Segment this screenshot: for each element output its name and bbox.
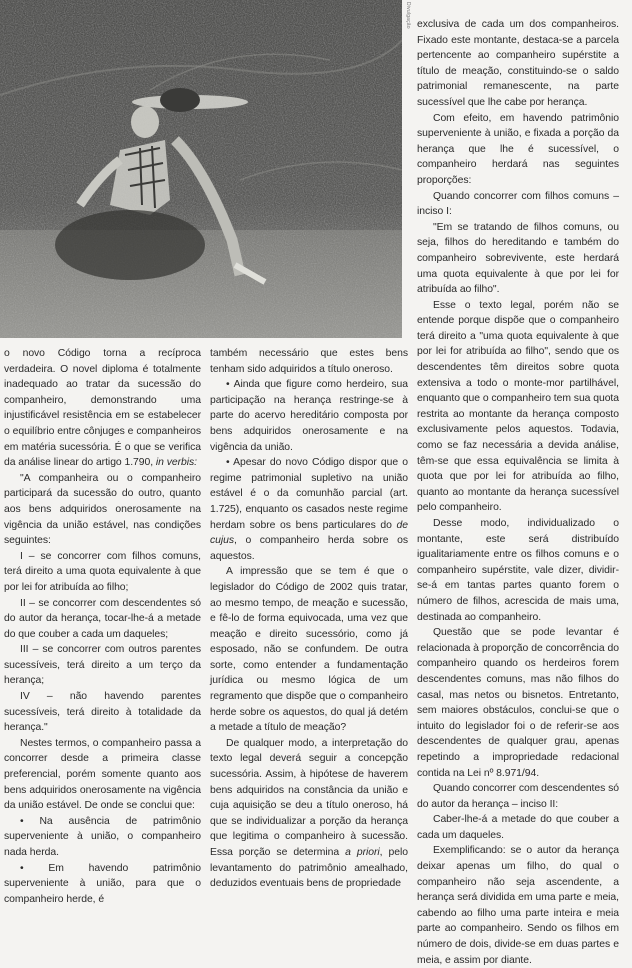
bullet-item [210, 455, 408, 564]
text-column-2 [210, 346, 408, 892]
quote-paragraph: "A companheira ou o companheiro participará da sucessão do outro, quanto aos bens adquiridos onerosamente na vigência da união estável, nas condições seguintes: [4, 472, 201, 547]
paragraph: exclusiva de cada um dos companheiros. Fixado este montante, destaca-se a parcela pertencente ao companheiro supérstite a título de meação, constituindo-se o saldo patrimonial remanescente, na parte sucessível que lhe cabe por herança. [417, 19, 619, 108]
paragraph: Caber-lhe-á a metade do que couber a cada um daqueles. [417, 814, 619, 841]
paragraph: Esse o texto legal, porém não se entende porque dispõe que o companheiro terá direito a "uma quota equivalente à que por lei for atribuída ao filho", sendo que os descendentes têm direitos sobre quota extensiva a todo o monte-mor partilhável, enquanto que o companheiro tem sua quota restrita ao montante da herança composto exclusivamente pelos aquestos. Todavia, como se faz necessária a devida análise, têm-se que essa equivalência se limita à quota que por lei for atribuída ao filho, quanto ao montante da herança sucessível pelo companheiro. [417, 299, 619, 514]
photo-credit: Divulgação [405, 2, 411, 29]
paragraph: também necessário que estes bens tenham sido adquiridos a título oneroso. [210, 348, 408, 375]
paragraph: A impressão que se tem é que o legislador do Código de 2002 quis tratar, ao mesmo tempo, de meação e sucessão, e fê-lo de forma equivocada, uma vez que meação e direito sucessório, como já esposado, não se confundem. De outra sorte, como entender a fundamentação jurídica ou mesmo lógica de um regramento que dispõe que o companheiro herde sobre os aquestos, do qual já detém a metade a título de meação? [210, 566, 408, 734]
list-item-inciso-4: IV – não havendo parentes sucessíveis, terá direito à totalidade da herança." [4, 691, 201, 734]
list-item-inciso-2: II – se concorrer com descendentes só do autor da herança, tocar-lhe-á a metade do que couber a cada um daqueles; [4, 597, 201, 640]
quote-paragraph: "Em se tratando de filhos comuns, ou seja, filhos do hereditando e também do companheiro sobrevivente, este herdará uma quota equivalente à que por lei for atribuída ao filho". [417, 221, 619, 296]
subheading-inciso-2: Quando concorrer com descendentes só do autor da herança – inciso II: [417, 783, 619, 810]
paragraph-text: De qualquer modo, a interpretação do texto legal deverá seguir a concepção sucessória. Assim, à hipótese de haverem bens adquiridos na constância da união e cuja aquisição se deu a título oneroso, há que se individualizar a porção da herança que legitima o companheiro à sucessão. Essa porção se determina [210, 737, 408, 858]
paragraph: Com efeito, em havendo patrimônio superveniente à união, e fixada a porção da herança que lhe é sucessível, o companheiro herdará nas seguintes proporções: [417, 112, 619, 186]
article-photo [0, 0, 402, 338]
paragraph [4, 346, 201, 471]
paragraph-text: , o companheiro herda sobre os aquestos. [210, 535, 408, 562]
paragraph-text: , pelo levantamento do patrimônio amealhado, deduzidos eventuais bens de propriedade [210, 847, 408, 890]
italic-phrase: de cujus [210, 519, 408, 547]
paragraph: Exemplificando: se o autor da herança deixar apenas um filho, do qual o companheiro não seja ascendente, a herança será dividida em uma parte e meia, cabendo ao filho uma parte inteira e meia parte ao companheiro. Sendo os filhos em número de dois, divide-se em duas partes e meia, e assim por diante. [417, 845, 619, 966]
bullet-item: • Na ausência de patrimônio superveniente à união, o companheiro nada herda. [4, 815, 201, 858]
bullet-item: • Ainda que figure como herdeiro, sua participação na herança restringe-se à parte do acervo hereditário composta por bens adquiridos onerosamente e na vigência da união. [210, 379, 408, 453]
italic-phrase: in verbis: [155, 457, 197, 469]
list-item-inciso-1: I – se concorrer com filhos comuns, terá direito a uma quota equivalente à que por lei for atribuída ao filho; [4, 550, 201, 593]
bullet-item: • Em havendo patrimônio superveniente à união, para que o companheiro herde, é [4, 862, 201, 905]
italic-phrase: a priori [345, 847, 380, 858]
text-column-1 [4, 346, 201, 907]
paragraph: Nestes termos, o companheiro passa a concorrer desde a primeira classe preferencial, porém somente quanto aos bens adquiridos onerosamente na vigência da união estável. De onde se conclui que: [4, 737, 201, 812]
paragraph: Questão que se pode levantar é relacionada à proporção de concorrência do companheiro quando os herdeiros forem descendentes comuns, mas não filhos do casal, mas netos ou bisnetos. Entretanto, sem maiores obstáculos, conclui-se que o intuito do legislador foi o de referir-se aos descendentes de qualquer grau, apenas repetindo a impropriedade redacional contida na Lei nº 8.971/94. [417, 627, 619, 779]
list-item-inciso-3: III – se concorrer com outros parentes sucessíveis, terá direito a um terço da herança; [4, 644, 201, 687]
paragraph-text: o novo Código torna a recíproca verdadeira. O novel diploma é totalmente inadequado ao tratar da sucessão do companheiro, demonstrando uma injustificável resistência em se estabelecer o equilíbrio entre cônjuges e companheiros em matéria sucessória. É o que se verifica da análise linear do artigo 1.790, [4, 348, 201, 469]
paragraph: Desse modo, individualizado o montante, este será distribuído igualitariamente entre os filhos comuns e o companheiro supérstite, vale dizer, dividir-se-á em tantas partes quanto forem o número de filhos, acrescida de mais uma, destinada ao companheiro. [417, 518, 619, 623]
text-column-3 [417, 17, 619, 968]
paragraph [210, 736, 408, 892]
subheading-inciso-1: Quando concorrer com filhos comuns – inciso I: [417, 190, 619, 218]
paragraph-text: • Apesar do novo Código dispor que o regime patrimonial supletivo na união estável é o da comunhão parcial (art. 1.725), enquanto os casados neste regime herdam sobre os bens particulares do [210, 457, 408, 531]
photo-illustration [0, 0, 402, 338]
